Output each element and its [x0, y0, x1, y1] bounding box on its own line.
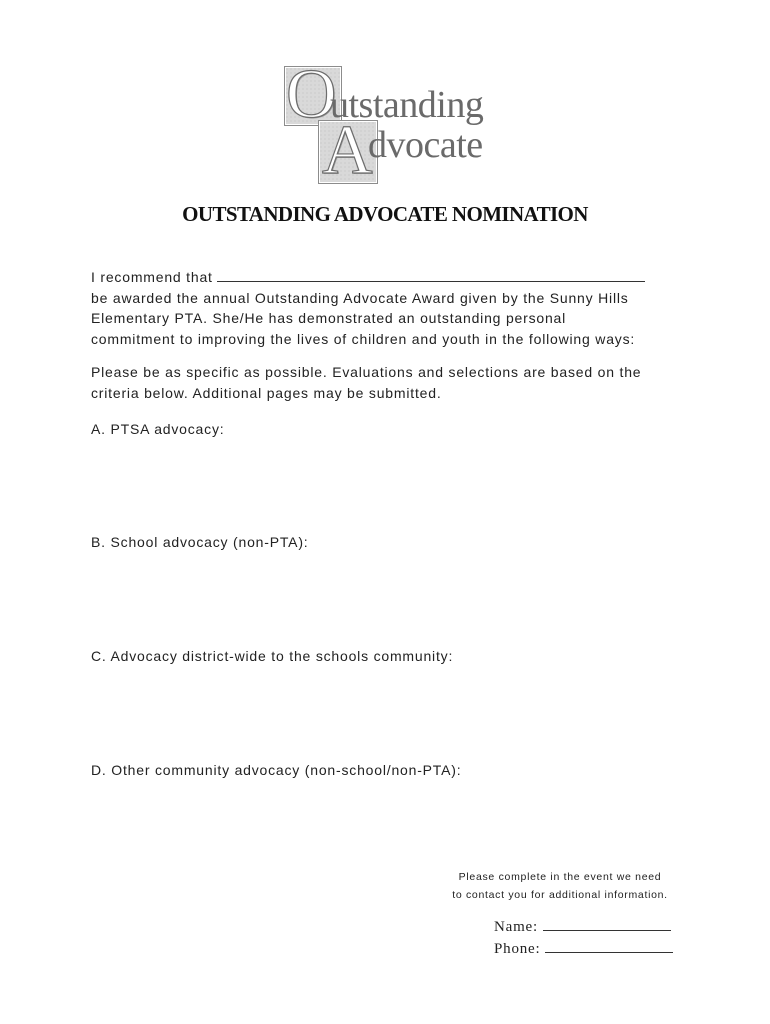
contact-fields [494, 916, 673, 960]
page-title: OUTSTANDING ADVOCATE NOMINATION [182, 202, 588, 226]
outstanding-advocate-logo [282, 56, 502, 189]
phone-label: Phone: [494, 941, 541, 957]
instructions-paragraph [91, 362, 691, 403]
name-blank[interactable] [543, 916, 671, 931]
name-field-row [494, 916, 673, 938]
paragraph-line: Elementary PTA. She/He has demonstrated an outstanding personal [91, 310, 567, 326]
logo-word-outstanding: utstanding [330, 84, 484, 126]
contact-note-line: to contact you for additional information. [452, 889, 668, 901]
recommend-prefix: I recommend that [91, 269, 213, 285]
contact-note [430, 868, 690, 904]
paragraph-line: commitment to improving the lives of children and youth in the following ways: [91, 330, 636, 347]
logo-letter-o: O [286, 56, 337, 133]
paragraph-line: criteria below. Additional pages may be submitted. [91, 384, 442, 401]
section-b-label: B. School advocacy (non-PTA): [91, 534, 309, 550]
phone-blank[interactable] [545, 938, 673, 953]
paragraph-line: be awarded the annual Outstanding Advocate Award given by the Sunny Hills [91, 289, 629, 306]
phone-field-row [494, 938, 673, 960]
paragraph-line: Please be as specific as possible. Evaluations and selections are based on the [91, 364, 642, 380]
nominee-name-blank[interactable] [217, 268, 645, 282]
recommendation-paragraph [91, 267, 691, 349]
recommend-line [91, 267, 691, 288]
section-c-label: C. Advocacy district-wide to the schools community: [91, 648, 454, 664]
logo-letter-a: A [322, 112, 373, 189]
contact-note-line: Please complete in the event we need [458, 871, 662, 883]
name-label: Name: [494, 919, 538, 935]
section-d-label: D. Other community advocacy (non-school/non-PTA): [91, 762, 462, 778]
section-a-label: A. PTSA advocacy: [91, 421, 225, 437]
logo-word-advocate: dvocate [368, 124, 483, 166]
